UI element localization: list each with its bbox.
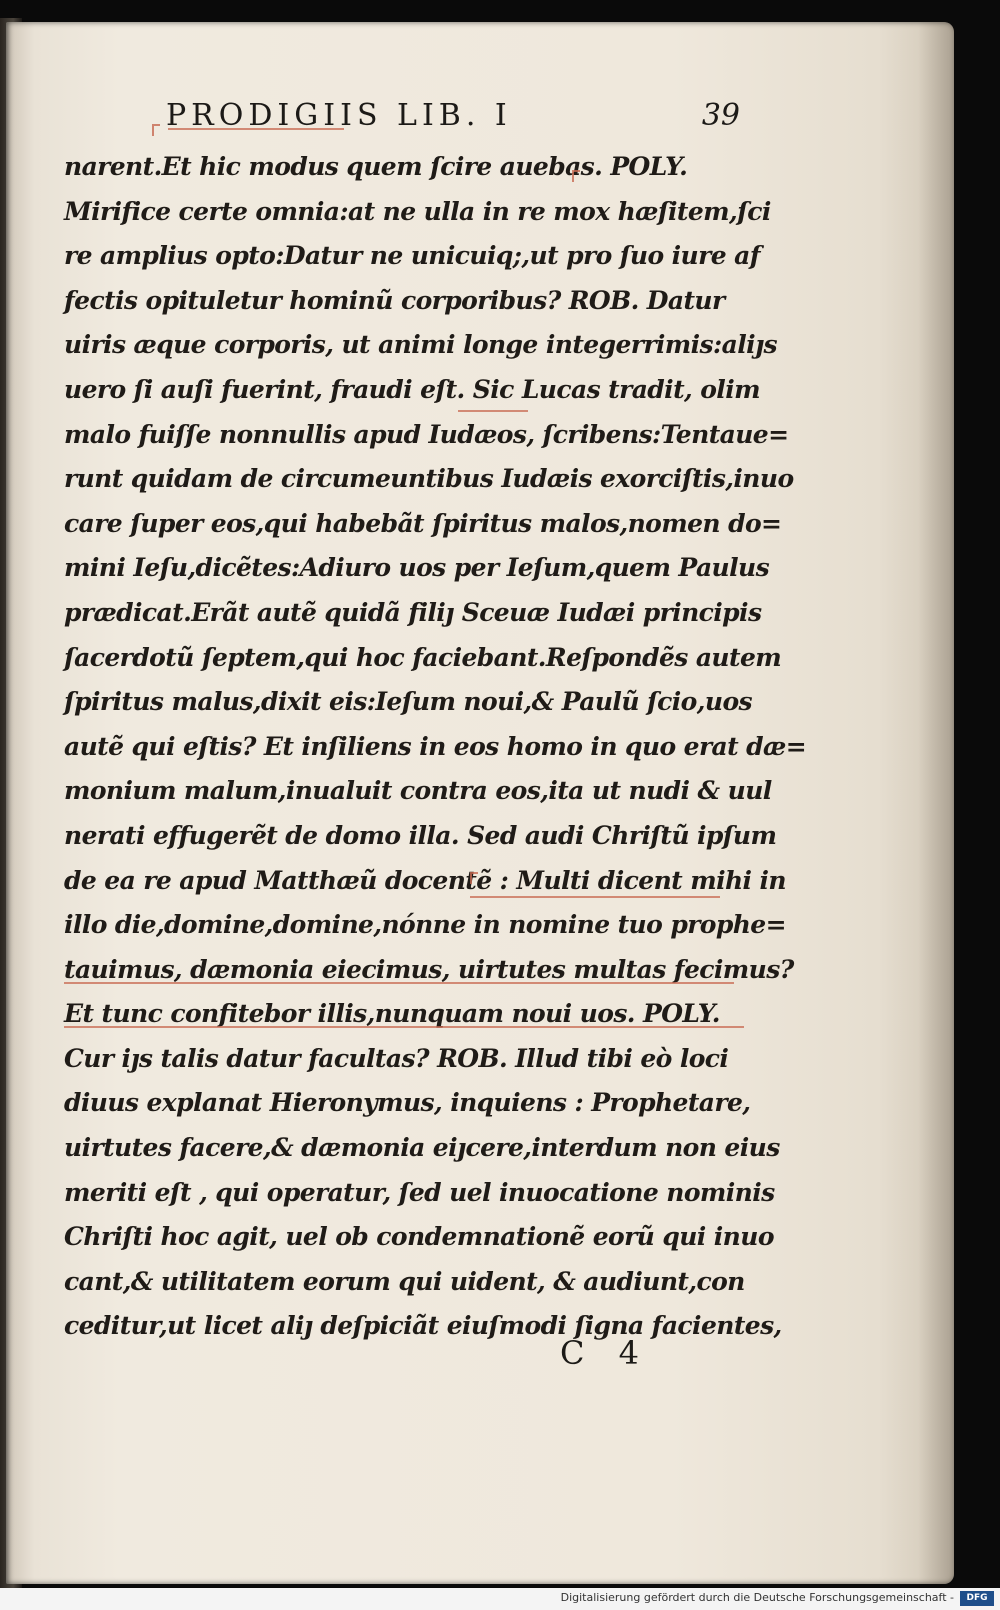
annotation-mark [572,170,580,182]
text-line: de ea re apud Matthæũ docentẽ : Multi dicent mihi in [64,865,787,895]
page-edge-shadow [918,22,954,1584]
text-line: uirtutes facere,& dæmonia eiȷcere,interdum non eius [64,1133,780,1163]
annotation-underline [458,410,528,412]
text-line: narent.Et hic modus quem ſcire auebas. POLY. [64,152,688,181]
text-line: ceditur,ut licet aliȷ deſpiciãt eiuſmodi ſigna facientes, [64,1311,782,1341]
text-line: malo fuiſſe nonnullis apud Iudæos, ſcribens:Tentaue= [64,419,789,449]
text-line: fectis opituletur hominũ corporibus? ROB. Datur [64,285,725,315]
text-line: Cur iȷs talis datur facultas? ROB. Illud tibi eò loci [64,1043,729,1073]
text-line: Chriſti hoc agit, uel ob condemnationẽ eorũ qui inuo [64,1222,774,1252]
annotation-mark [152,124,160,136]
text-line: diuus explanat Hieronymus, inquiens : Prophetare, [64,1088,751,1118]
text-line: Et tunc confitebor illis,nunquam noui uos. POLY. [64,999,720,1029]
text-line: cant,& utilitatem eorum qui uident, & audiunt,con [64,1266,745,1296]
text-line: illo die,domine,domine,nónne in nomine tuo prophe= [64,910,786,940]
text-line: Mirifice certe omnia:at ne ulla in re mox hæſitem,ſci [64,196,771,226]
funding-credit: Digitalisierung gefördert durch die Deutsche Forschungsgemeinschaft - [560,1591,954,1604]
text-line: care ſuper eos,qui habebãt ſpiritus malos,nomen do= [64,508,782,538]
annotation-mark [470,872,478,884]
annotation-underline [64,1026,744,1028]
text-line: prædicat.Erãt autẽ quidã filiȷ Sceuæ Iudæi principis [64,597,762,627]
text-line: uero ſi auſi fuerint, fraudi eſt. Sic Lucas tradit, olim [64,374,760,404]
page-header [160,98,740,138]
text-line: meriti eſt , qui operatur, ſed uel inuocatione nominis [64,1177,775,1207]
text-line: monium malum,inualuit contra eos,ita ut nudi & uul [64,776,772,806]
dfg-logo: DFG [960,1591,994,1606]
body-text [64,145,807,1349]
text-line: uiris æque corporis, ut animi longe integerrimis:aliȷs [64,330,777,360]
annotation-underline [168,128,344,130]
annotation-underline [470,896,720,898]
annotation-underline [64,982,734,984]
text-line: runt quidam de circumeuntibus Iudæis exorciſtis,inuo [64,464,794,494]
text-line: nerati effugerẽt de domo illa. Sed audi Chriſtũ ipſum [64,820,777,850]
page-number: 39 [701,98,740,133]
text-line: tauimus, dæmonia eiecimus, uirtutes multas fecimus? [64,954,794,984]
signature-mark: C 4 [560,1334,652,1372]
footer-bar [0,1588,1000,1610]
text-line: ſpiritus malus,dixit eis:Ieſum noui,& Paulũ ſcio,uos [64,687,752,717]
text-line: ſacerdotũ ſeptem,qui hoc faciebant.Reſpondẽs autem [64,642,782,672]
running-head: PRODIGIIS LIB. I [166,98,512,133]
text-line: autẽ qui eſtis? Et inſiliens in eos homo in quo erat dæ= [64,731,807,761]
text-line: re amplius opto:Datur ne unicuiq;,ut pro ſuo iure af [64,241,760,271]
text-line: mini Ieſu,dicẽtes:Adiuro uos per Ieſum,quem Paulus [64,553,770,583]
